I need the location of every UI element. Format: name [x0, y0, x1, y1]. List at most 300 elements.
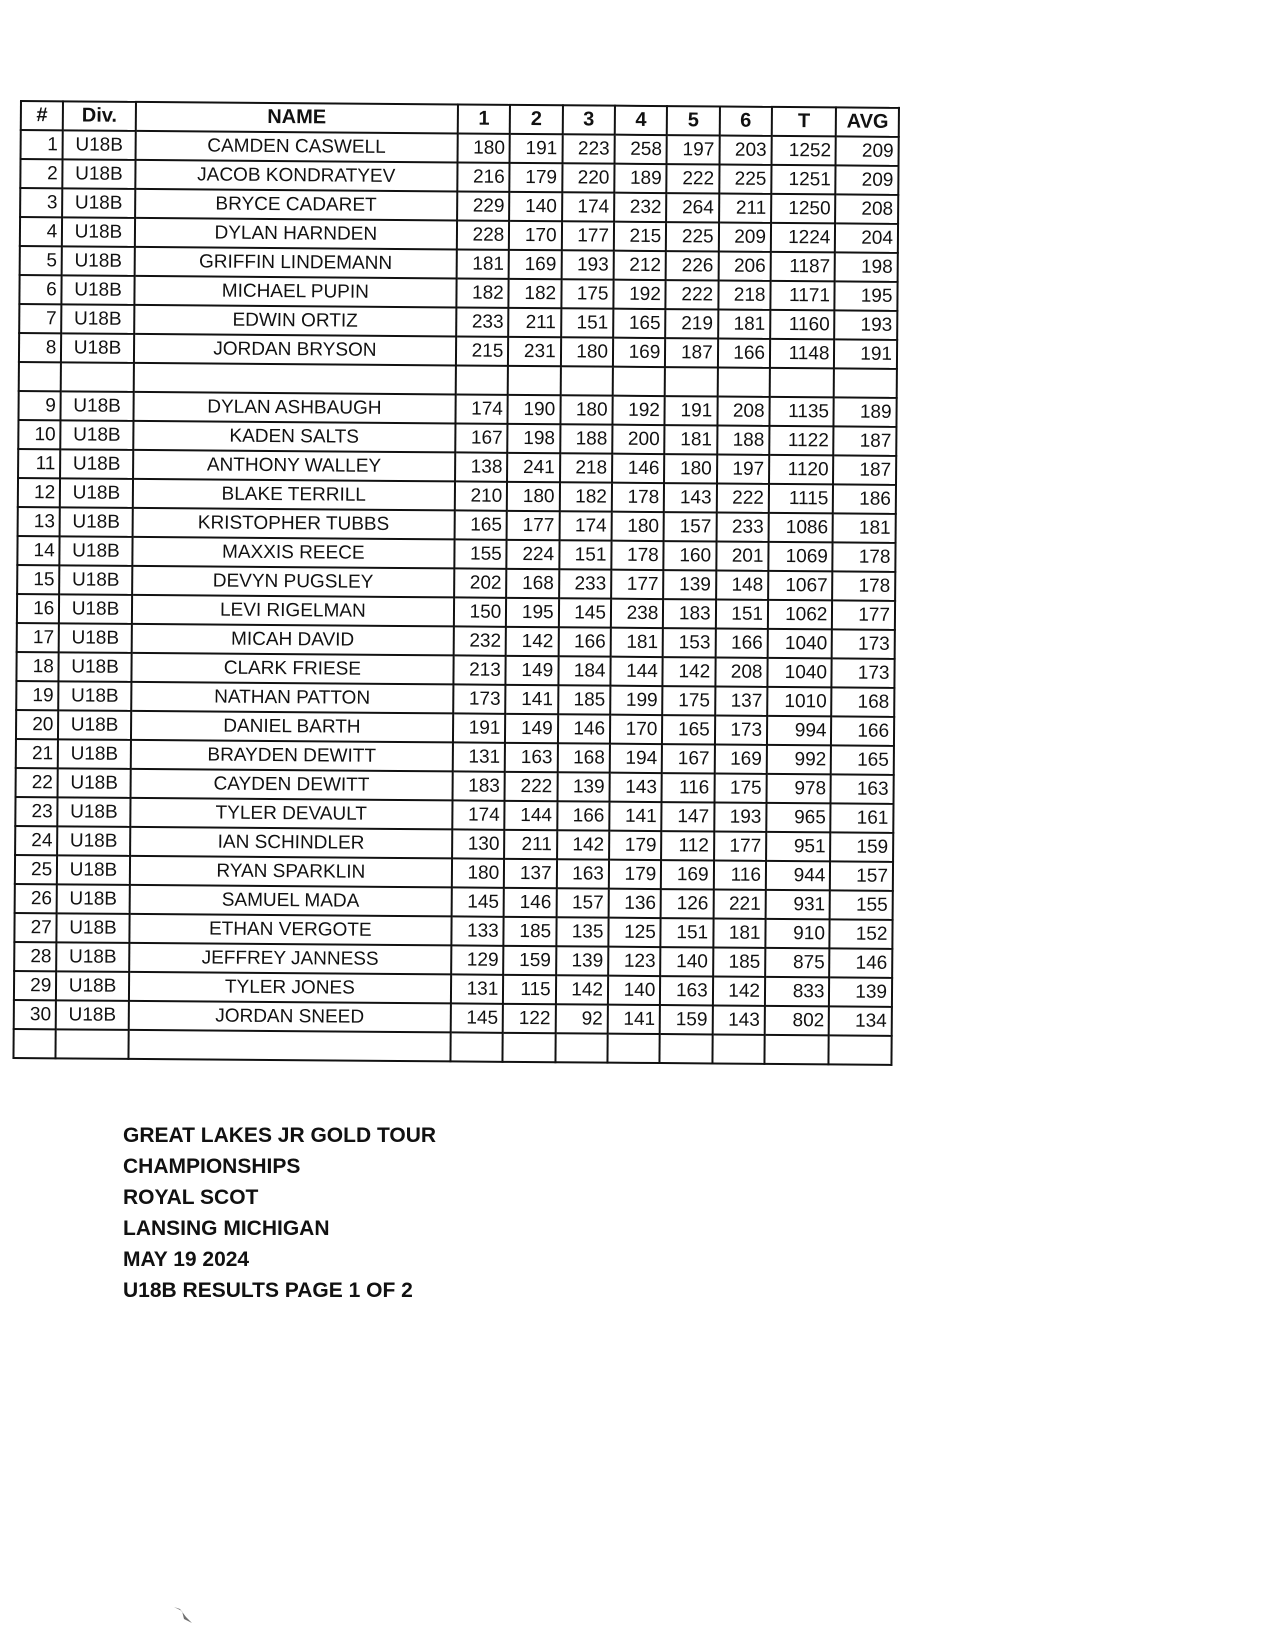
- game-5-cell: 163: [660, 976, 713, 1005]
- game-3-cell: 145: [559, 598, 612, 627]
- name-cell: KRISTOPHER TUBBS: [132, 508, 454, 540]
- header-game-3: 3: [562, 105, 615, 134]
- game-4-cell: 146: [612, 454, 665, 483]
- avg-cell: 163: [831, 774, 894, 803]
- name-cell: EDWIN ORTIZ: [134, 305, 456, 337]
- game-1-cell: 216: [457, 162, 510, 191]
- game-3-cell: 174: [562, 192, 615, 221]
- rank-cell: 13: [18, 507, 61, 536]
- game-1-cell: 182: [456, 278, 509, 307]
- game-6-cell: 181: [718, 309, 771, 338]
- game-2-cell: 185: [504, 917, 557, 946]
- avg-cell: 146: [830, 948, 893, 977]
- game-4-cell: 258: [615, 135, 668, 164]
- game-6-cell: 181: [713, 918, 766, 947]
- game-3-cell: 180: [561, 337, 614, 366]
- div-cell: U18B: [61, 304, 134, 334]
- name-cell: KADEN SALTS: [133, 421, 455, 453]
- game-6-cell: 151: [716, 599, 769, 628]
- game-5-cell: 147: [662, 802, 715, 831]
- game-4-cell: 141: [608, 1005, 661, 1034]
- game-2-cell: 170: [509, 221, 562, 250]
- game-1-cell: 167: [455, 423, 508, 452]
- header-avg: AVG: [836, 107, 899, 136]
- div-cell: U18B: [60, 449, 133, 479]
- game-5-cell: 126: [661, 889, 714, 918]
- empty-cell: [560, 366, 613, 395]
- total-cell: 1040: [768, 629, 833, 659]
- event-info: [123, 1120, 436, 1306]
- game-3-cell: 185: [558, 685, 611, 714]
- name-cell: LEVI RIGELMAN: [132, 595, 454, 627]
- game-6-cell: 175: [714, 773, 767, 802]
- total-cell: 965: [766, 803, 831, 833]
- game-3-cell: 175: [561, 279, 614, 308]
- name-cell: BRYCE CADARET: [135, 189, 457, 221]
- name-cell: JORDAN BRYSON: [134, 334, 456, 366]
- empty-cell: [607, 1034, 660, 1063]
- game-4-cell: 123: [608, 947, 661, 976]
- game-5-cell: 153: [663, 628, 716, 657]
- game-6-cell: 197: [717, 454, 770, 483]
- div-cell: U18B: [62, 275, 135, 305]
- game-2-cell: 190: [508, 395, 561, 424]
- game-1-cell: 229: [457, 191, 510, 220]
- game-4-cell: 192: [613, 280, 666, 309]
- game-3-cell: 177: [561, 221, 614, 250]
- name-cell: RYAN SPARKLIN: [130, 856, 452, 888]
- game-3-cell: 166: [558, 627, 611, 656]
- total-cell: 944: [766, 861, 831, 891]
- header-game-1: 1: [458, 104, 511, 133]
- game-4-cell: 141: [609, 802, 662, 831]
- game-5-cell: 225: [666, 222, 719, 251]
- game-3-cell: 223: [562, 134, 615, 163]
- rank-cell: 18: [16, 652, 59, 681]
- game-2-cell: 142: [506, 627, 559, 656]
- avg-cell: 204: [835, 223, 898, 252]
- game-6-cell: 193: [714, 802, 767, 831]
- game-2-cell: 144: [505, 801, 558, 830]
- game-1-cell: 131: [451, 974, 504, 1003]
- game-5-cell: 157: [664, 512, 717, 541]
- rank-cell: 26: [15, 884, 58, 913]
- avg-cell: 155: [830, 890, 893, 919]
- name-cell: CAYDEN DEWITT: [130, 769, 452, 801]
- div-cell: U18B: [60, 478, 133, 508]
- div-cell: U18B: [59, 565, 132, 595]
- total-cell: 910: [765, 919, 830, 949]
- div-cell: U18B: [62, 188, 135, 218]
- name-cell: JACOB KONDRATYEV: [135, 160, 457, 192]
- name-cell: NATHAN PATTON: [131, 682, 453, 714]
- game-6-cell: 177: [714, 831, 767, 860]
- game-2-cell: 191: [510, 134, 563, 163]
- avg-cell: 166: [831, 716, 894, 745]
- game-4-cell: 136: [609, 889, 662, 918]
- game-6-cell: 233: [716, 512, 769, 541]
- game-4-cell: 180: [612, 512, 665, 541]
- rank-cell: 21: [16, 739, 59, 768]
- game-1-cell: 213: [453, 655, 506, 684]
- avg-cell: 178: [833, 571, 896, 600]
- div-cell: U18B: [62, 246, 135, 276]
- game-1-cell: 155: [454, 539, 507, 568]
- game-6-cell: 206: [718, 251, 771, 280]
- game-6-cell: 169: [714, 744, 767, 773]
- game-6-cell: 116: [713, 860, 766, 889]
- avg-cell: 189: [834, 397, 897, 426]
- header-game-5: 5: [667, 106, 720, 135]
- game-2-cell: 137: [504, 859, 557, 888]
- total-cell: 1120: [769, 455, 834, 485]
- game-1-cell: 181: [457, 249, 510, 278]
- total-cell: 1187: [771, 252, 836, 282]
- div-cell: U18B: [57, 826, 130, 856]
- div-cell: U18B: [56, 942, 129, 972]
- game-2-cell: 241: [507, 453, 560, 482]
- game-5-cell: 180: [664, 454, 717, 483]
- game-5-cell: 183: [663, 599, 716, 628]
- avg-cell: 161: [831, 803, 894, 832]
- game-2-cell: 141: [505, 685, 558, 714]
- rank-cell: 9: [18, 391, 61, 420]
- game-5-cell: 151: [661, 918, 714, 947]
- game-2-cell: 115: [503, 975, 556, 1004]
- event-title-line-2: CHAMPIONSHIPS: [123, 1155, 301, 1178]
- game-2-cell: 177: [507, 511, 560, 540]
- game-2-cell: 211: [508, 308, 561, 337]
- div-cell: U18B: [61, 420, 134, 450]
- rank-cell: 14: [17, 536, 60, 565]
- game-2-cell: 180: [507, 482, 560, 511]
- game-2-cell: 122: [503, 1004, 556, 1033]
- header-name: NAME: [136, 102, 458, 134]
- empty-cell: [456, 365, 509, 394]
- avg-cell: 208: [836, 194, 899, 223]
- header-div: Div.: [63, 101, 136, 131]
- game-1-cell: 150: [454, 597, 507, 626]
- name-cell: CAMDEN CASWELL: [135, 131, 457, 163]
- avg-cell: 152: [830, 919, 893, 948]
- total-cell: 1067: [768, 571, 833, 601]
- rank-cell: 10: [18, 420, 61, 449]
- rank-cell: 22: [16, 768, 59, 797]
- game-6-cell: 143: [712, 1005, 765, 1034]
- game-1-cell: 215: [456, 336, 509, 365]
- game-6-cell: 137: [715, 686, 768, 715]
- total-cell: 1040: [767, 658, 832, 688]
- empty-cell: [555, 1033, 608, 1062]
- total-cell: 1010: [767, 687, 832, 717]
- empty-cell: [450, 1032, 503, 1061]
- div-cell: U18B: [58, 710, 131, 740]
- empty-cell: [613, 367, 666, 396]
- rank-cell: 2: [20, 159, 63, 188]
- total-cell: 1171: [770, 281, 835, 311]
- name-cell: TYLER JONES: [129, 972, 451, 1004]
- game-2-cell: 168: [506, 569, 559, 598]
- game-6-cell: 173: [715, 715, 768, 744]
- avg-cell: 159: [830, 832, 893, 861]
- game-3-cell: 166: [557, 801, 610, 830]
- game-5-cell: 191: [665, 396, 718, 425]
- game-1-cell: 180: [452, 858, 505, 887]
- name-cell: SAMUEL MADA: [129, 885, 451, 917]
- game-5-cell: 222: [666, 280, 719, 309]
- game-5-cell: 143: [664, 483, 717, 512]
- game-3-cell: 139: [557, 772, 610, 801]
- venue-location: LANSING MICHIGAN: [123, 1217, 330, 1240]
- game-5-cell: 159: [660, 1005, 713, 1034]
- game-5-cell: 116: [662, 773, 715, 802]
- game-5-cell: 140: [660, 947, 713, 976]
- empty-cell: [503, 1033, 556, 1062]
- empty-cell: [764, 1035, 829, 1065]
- avg-cell: 209: [836, 165, 899, 194]
- rank-cell: 15: [17, 565, 60, 594]
- div-cell: U18B: [57, 913, 130, 943]
- avg-cell: 165: [831, 745, 894, 774]
- game-4-cell: 125: [608, 918, 661, 947]
- game-6-cell: 208: [717, 396, 770, 425]
- div-cell: U18B: [58, 681, 131, 711]
- game-4-cell: 199: [610, 686, 663, 715]
- game-6-cell: 221: [713, 889, 766, 918]
- results-body: [13, 130, 898, 1065]
- game-1-cell: 183: [452, 771, 505, 800]
- game-5-cell: 181: [665, 425, 718, 454]
- name-cell: JORDAN SNEED: [128, 1001, 450, 1033]
- game-6-cell: 166: [715, 628, 768, 657]
- game-2-cell: 195: [506, 598, 559, 627]
- name-cell: IAN SCHINDLER: [130, 827, 452, 859]
- empty-cell: [665, 367, 718, 396]
- div-cell: U18B: [56, 971, 129, 1001]
- avg-cell: 181: [833, 513, 896, 542]
- rank-cell: 6: [19, 275, 62, 304]
- avg-cell: 173: [832, 629, 895, 658]
- div-cell: U18B: [58, 797, 131, 827]
- rank-cell: 24: [15, 826, 58, 855]
- rank-cell: 23: [15, 797, 58, 826]
- avg-cell: 157: [830, 861, 893, 890]
- game-1-cell: 138: [455, 452, 508, 481]
- empty-cell: [19, 362, 62, 391]
- avg-cell: 195: [835, 281, 898, 310]
- header-total: T: [772, 107, 837, 137]
- total-cell: 951: [766, 832, 831, 862]
- game-5-cell: 222: [667, 164, 720, 193]
- game-1-cell: 174: [452, 800, 505, 829]
- rank-cell: 3: [20, 188, 63, 217]
- game-4-cell: 179: [609, 860, 662, 889]
- game-2-cell: 224: [507, 540, 560, 569]
- name-cell: MICAH DAVID: [131, 624, 453, 656]
- game-6-cell: 209: [719, 222, 772, 251]
- game-3-cell: 220: [562, 163, 615, 192]
- avg-cell: 134: [829, 1006, 892, 1035]
- game-3-cell: 168: [557, 743, 610, 772]
- rank-cell: 19: [16, 681, 59, 710]
- name-cell: DEVYN PUGSLEY: [132, 566, 454, 598]
- game-4-cell: 181: [611, 628, 664, 657]
- game-1-cell: 210: [455, 481, 508, 510]
- empty-cell: [717, 367, 770, 396]
- game-2-cell: 198: [508, 424, 561, 453]
- total-cell: 1135: [769, 397, 834, 427]
- game-6-cell: 142: [713, 976, 766, 1005]
- game-3-cell: 218: [560, 453, 613, 482]
- total-cell: 1062: [768, 600, 833, 630]
- div-cell: U18B: [58, 768, 131, 798]
- total-cell: 994: [767, 716, 832, 746]
- empty-cell: [712, 1034, 765, 1063]
- div-cell: U18B: [62, 217, 135, 247]
- game-6-cell: 218: [718, 280, 771, 309]
- game-3-cell: 151: [559, 540, 612, 569]
- scan-smudge-mark: [172, 1605, 198, 1625]
- game-2-cell: 159: [503, 946, 556, 975]
- game-2-cell: 140: [509, 192, 562, 221]
- name-cell: DYLAN HARNDEN: [135, 218, 457, 250]
- game-3-cell: 142: [557, 830, 610, 859]
- total-cell: 931: [766, 890, 831, 920]
- game-5-cell: 165: [662, 715, 715, 744]
- total-cell: 1069: [768, 542, 833, 572]
- game-1-cell: 180: [457, 133, 510, 162]
- game-1-cell: 191: [453, 713, 506, 742]
- name-cell: JEFFREY JANNESS: [129, 943, 451, 975]
- game-3-cell: 146: [558, 714, 611, 743]
- header-game-6: 6: [719, 106, 772, 135]
- total-cell: 992: [767, 745, 832, 775]
- game-1-cell: 173: [453, 684, 506, 713]
- avg-cell: 191: [834, 339, 897, 368]
- game-1-cell: 145: [451, 1003, 504, 1032]
- game-3-cell: 163: [556, 859, 609, 888]
- div-cell: U18B: [61, 391, 134, 421]
- rank-cell: 20: [16, 710, 59, 739]
- game-2-cell: 182: [509, 279, 562, 308]
- rank-cell: 12: [18, 478, 61, 507]
- game-4-cell: 194: [610, 744, 663, 773]
- div-cell: U18B: [59, 594, 132, 624]
- header-game-2: 2: [510, 105, 563, 134]
- avg-cell: 198: [835, 252, 898, 281]
- game-3-cell: 151: [561, 308, 614, 337]
- venue-name: ROYAL SCOT: [123, 1186, 259, 1209]
- game-1-cell: 233: [456, 307, 509, 336]
- game-5-cell: 169: [661, 860, 714, 889]
- total-cell: 978: [767, 774, 832, 804]
- game-6-cell: 201: [716, 541, 769, 570]
- game-4-cell: 140: [608, 976, 661, 1005]
- rank-cell: 5: [20, 246, 63, 275]
- game-5-cell: 226: [666, 251, 719, 280]
- game-4-cell: 212: [614, 251, 667, 280]
- rank-cell: 4: [20, 217, 63, 246]
- game-1-cell: 228: [457, 220, 510, 249]
- game-6-cell: 211: [719, 193, 772, 222]
- total-cell: 1122: [769, 426, 834, 456]
- game-4-cell: 178: [612, 483, 665, 512]
- rank-cell: 8: [19, 333, 62, 362]
- game-5-cell: 112: [661, 831, 714, 860]
- game-3-cell: 193: [561, 250, 614, 279]
- rank-cell: 25: [15, 855, 58, 884]
- total-cell: 1251: [771, 165, 836, 195]
- rank-cell: 28: [14, 942, 57, 971]
- game-2-cell: 146: [504, 888, 557, 917]
- empty-cell: [128, 1030, 450, 1062]
- div-cell: U18B: [59, 652, 132, 682]
- game-4-cell: 215: [614, 222, 667, 251]
- game-4-cell: 189: [614, 164, 667, 193]
- game-4-cell: 179: [609, 831, 662, 860]
- div-cell: U18B: [61, 333, 134, 363]
- total-cell: 1224: [771, 223, 836, 253]
- total-cell: 1250: [771, 194, 836, 224]
- rank-cell: 1: [21, 130, 64, 159]
- game-2-cell: 179: [510, 163, 563, 192]
- game-2-cell: 163: [505, 743, 558, 772]
- div-cell: U18B: [63, 130, 136, 160]
- game-2-cell: 211: [504, 830, 557, 859]
- name-cell: ETHAN VERGOTE: [129, 914, 451, 946]
- empty-cell: [61, 362, 134, 392]
- total-cell: 1086: [769, 513, 834, 543]
- name-cell: DANIEL BARTH: [131, 711, 453, 743]
- total-cell: 1160: [770, 310, 835, 340]
- game-5-cell: 175: [663, 686, 716, 715]
- event-date: MAY 19 2024: [123, 1248, 250, 1271]
- game-4-cell: 238: [611, 599, 664, 628]
- results-table: [12, 100, 900, 1066]
- avg-cell: 186: [833, 484, 896, 513]
- game-2-cell: 149: [506, 656, 559, 685]
- total-cell: 802: [765, 1006, 830, 1036]
- game-4-cell: 144: [610, 657, 663, 686]
- name-cell: DYLAN ASHBAUGH: [133, 392, 455, 424]
- game-6-cell: 166: [718, 338, 771, 367]
- name-cell: BLAKE TERRILL: [133, 479, 455, 511]
- page-label: U18B RESULTS PAGE 1 OF 2: [123, 1279, 413, 1302]
- game-2-cell: 222: [505, 772, 558, 801]
- game-3-cell: 157: [556, 888, 609, 917]
- empty-cell: [834, 368, 897, 397]
- game-2-cell: 169: [509, 250, 562, 279]
- rank-cell: 27: [14, 913, 57, 942]
- game-6-cell: 148: [716, 570, 769, 599]
- game-4-cell: 177: [611, 570, 664, 599]
- game-4-cell: 178: [611, 541, 664, 570]
- game-3-cell: 184: [558, 656, 611, 685]
- game-6-cell: 222: [716, 483, 769, 512]
- game-4-cell: 170: [610, 715, 663, 744]
- total-cell: 833: [765, 977, 830, 1007]
- total-cell: 875: [765, 948, 830, 978]
- game-3-cell: 174: [559, 511, 612, 540]
- total-cell: 1148: [770, 339, 835, 369]
- name-cell: MAXXIS REECE: [132, 537, 454, 569]
- game-4-cell: 165: [613, 309, 666, 338]
- div-cell: U18B: [56, 1000, 129, 1030]
- div-cell: U18B: [58, 739, 131, 769]
- empty-cell: [829, 1035, 892, 1064]
- blank-row: [13, 1029, 891, 1065]
- div-cell: U18B: [57, 855, 130, 885]
